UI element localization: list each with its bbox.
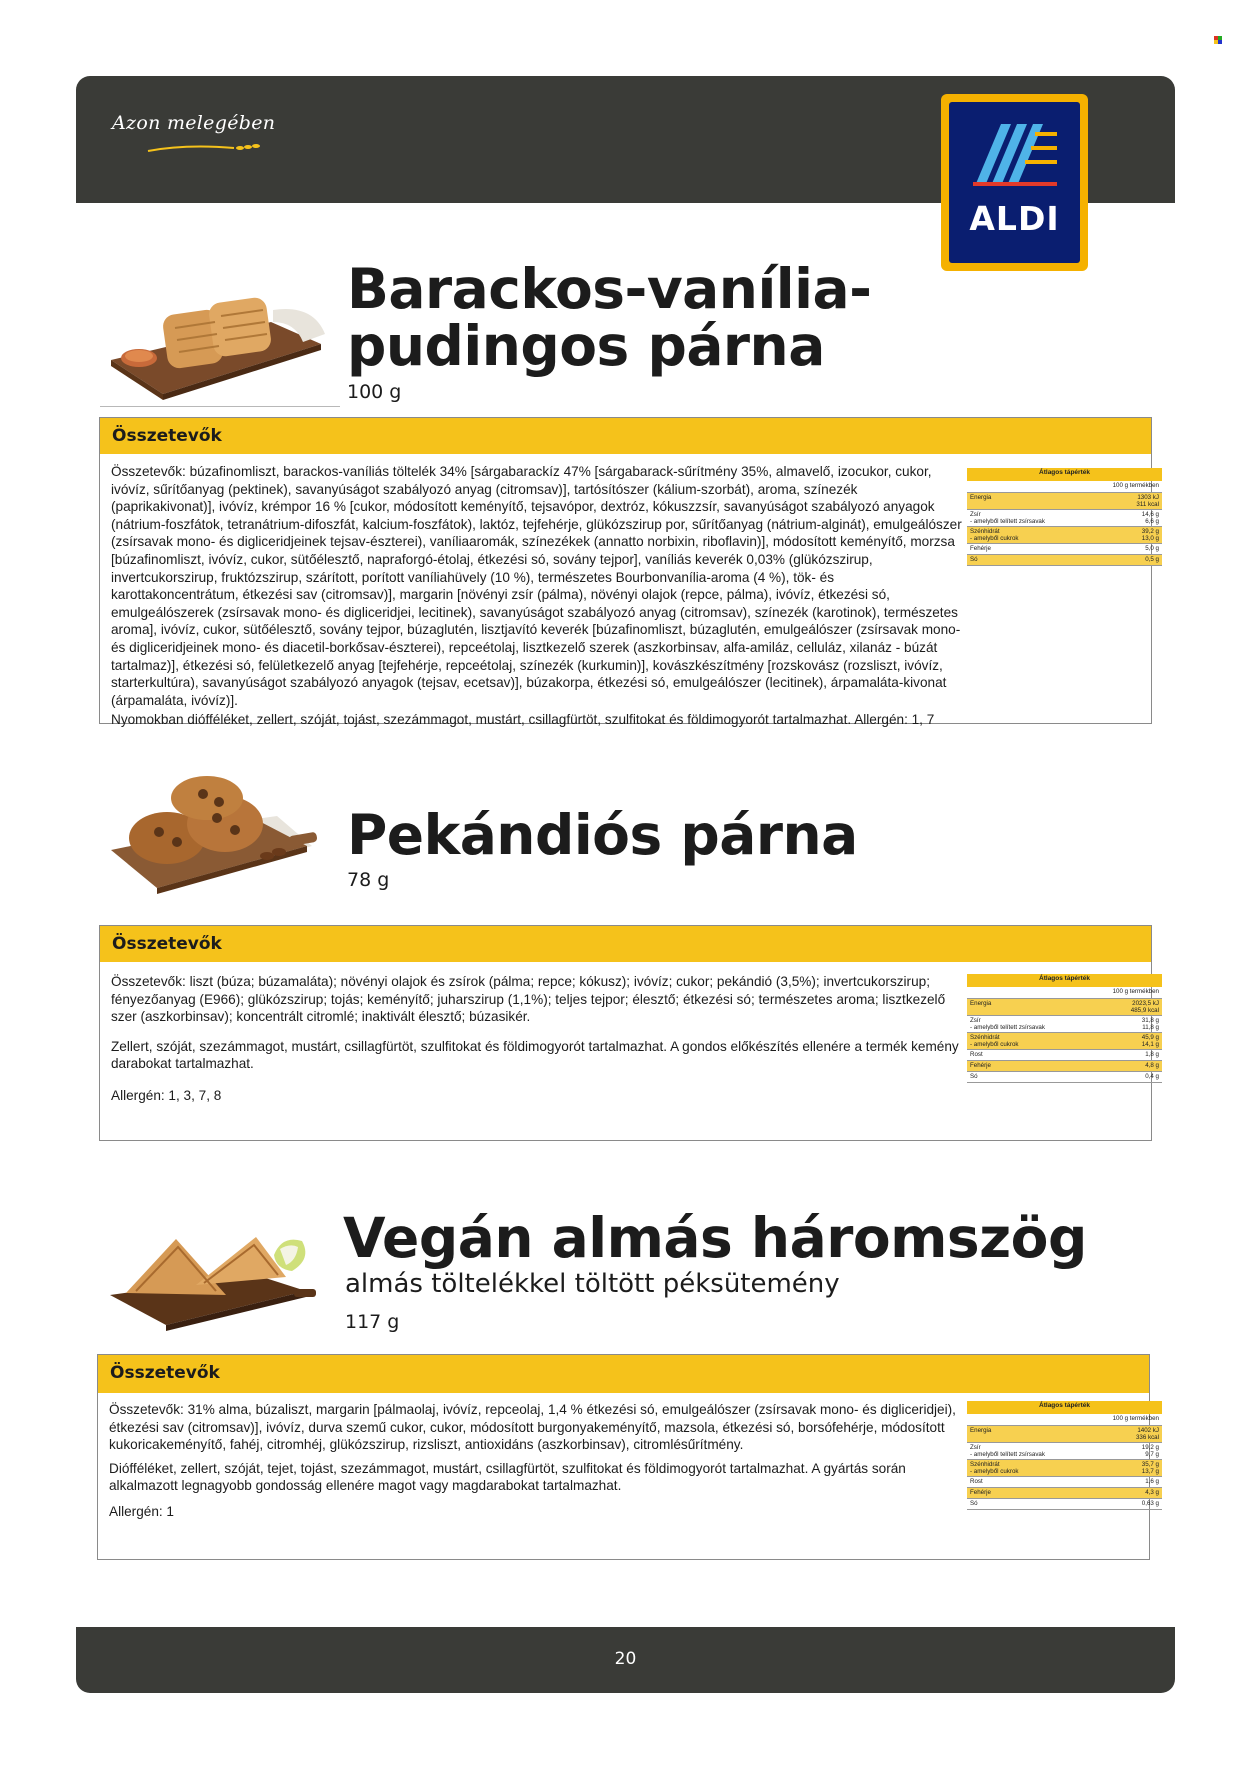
nutrition-value: 1,6 g xyxy=(1102,1476,1162,1487)
product-title-line2: pudingos párna xyxy=(347,314,825,378)
nutrition-header: Átlagos tápérték xyxy=(967,468,1162,481)
nutrition-label: Zsír - amelyből telített zsírsavak xyxy=(967,509,1102,526)
aldi-logo xyxy=(941,94,1088,271)
nutrition-label: Rost xyxy=(967,1476,1102,1487)
page-number: 20 xyxy=(614,1649,637,1669)
ingredients-text xyxy=(111,973,963,1105)
nutrition-label: Energia xyxy=(967,998,1102,1015)
ingredients-header xyxy=(98,1355,1149,1393)
apple-triangle-photo xyxy=(106,1225,316,1340)
product-title: Pekándiós párna xyxy=(347,803,858,867)
nutrition-value: 14,6 g 6,6 g xyxy=(1102,509,1162,526)
nutrition-value: 0,4 g xyxy=(1102,1071,1162,1082)
nutrition-label: Szénhidrát - amelyből cukrok xyxy=(967,1459,1102,1476)
pecan-pastry-photo xyxy=(107,776,322,906)
nutrition-value: 31,8 g 11,8 g xyxy=(1102,1015,1162,1032)
nutrition-label: Fehérje xyxy=(967,543,1102,554)
nutrition-header: Átlagos tápérték xyxy=(967,974,1162,987)
nutrition-value: 0,63 g xyxy=(1102,1498,1162,1509)
nutrition-value: 4,8 g xyxy=(1102,1060,1162,1071)
ingredients-text xyxy=(109,1401,961,1521)
peach-pastry-photo xyxy=(103,282,328,412)
nutrition-value: 0,5 g xyxy=(1102,554,1162,565)
nutrition-value: 2023,5 kJ 485,9 kcal xyxy=(1102,998,1162,1015)
ingredients-list: Összetevők: búzafinomliszt, barackos-vaníliás töltelék 34% [sárgabarackíz 47% [sárgabarack-sűrítmény 35%, almavelő, izocukor, cukor, ivóvíz, sűrítőanyag (pektinek), savanyúságot szabályozó anyag (citromsav)], tartósítószer (kálium-szorbát), aroma, színezék (paprikakivonat)], ivóvíz, krémpor 16 % [cukor, módosított keményítő, tejsavópor, dextróz, kókuszzsír, savanyúságot szabályozó anyagok (nátrium-foszfátok, tetranátrium-difoszfát, kalcium-foszfátok), laktóz, tejfehérje, glükózszirup por, sűrítőanyag (nátrium-alginát), emulgeálószer (zsírsavak mono- és digliceridjeinek tejsav-észterei), vaníliaaromák, színezékek (annatto norbixin, riboflavin)], módosított keményítő, morzsa [búzafinomliszt, ivóvíz, cukor, sütőélesztő, napraforgó-étolaj, étkezési só, sovány tejpor], vaníliás keverék 0,03% (glükózszirup, invertcukorszirup, fruktózszirup, szárított, porított vaníliahüvely (10 %), természetes Bourbonvanília-aroma (4 %), tök- és karottakoncentrátum, étkezési sav (citromsav)], margarin [növényi zsír (pálma), növényi olajok (repce, pálma), ivóvíz, étkezési só, emulgeálószerek (zsírsavak mono- és digliceridjei, lecitinek), savanyúságot szabályozó anyag (citromsav), színezék (karotinok), természetes aroma], ivóvíz, cukor, sütőélesztő, sovány tejpor, búzaglutén, lisztjavító keverék [búzafinomliszt, búzaglutén, emulgeálószer (zsírsavak mono- és digliceridjeinek mono- és diacetil-borkősav-észterei), repceétolaj, lisztkezelő szerek (aszkorbinsav, alfa-amiláz, celluláz, xilanáz - búzát tartalmaz)], étkezési só, felületkezelő anyag [tejfehérje, repceétolaj, színezék (kurkumin)], kovászkészítmény [rozskovász (rozsliszt, ivóvíz, starterkultúra), savanyúságot szabályozó anyagok (tejsav, ecetsav)], búzakorpa, étkezési só, emulgeálószer (lecitinek), árpamaláta-kivonat (árpamaláta, ivóvíz)]. xyxy=(111,464,962,708)
ingredients-label: Összetevők xyxy=(110,1363,220,1383)
product-subtitle: almás töltelékkel töltött péksütemény xyxy=(345,1269,840,1299)
allergen-note: Zellert, szóját, szezámmagot, mustárt, csillagfürtöt, szulfitokat és földimogyorót tartalmazhat. A gondos előkészítés ellenére a termék kemény darabokat tartalmazhat. xyxy=(111,1038,959,1072)
nutrition-value: 1402 kJ 336 kcal xyxy=(1102,1425,1162,1442)
nutrition-label: Rost xyxy=(967,1049,1102,1060)
aldi-stripes-icon xyxy=(965,120,1065,190)
nutrition-header: Átlagos tápérték xyxy=(967,1401,1162,1414)
ingredients-text xyxy=(111,463,963,729)
footer-bar xyxy=(76,1627,1175,1693)
ingredients-label: Összetevők xyxy=(112,934,222,954)
allergen-note: Nyomokban diófféléket, zellert, szóját, tojást, szezámmagot, mustárt, csillagfürtöt, szulfitokat és földimogyorót tartalmazhat. Allergén: 1, 7 xyxy=(111,712,935,728)
nutrition-label: Zsír - amelyből telített zsírsavak xyxy=(967,1442,1102,1459)
nutrition-table xyxy=(967,1401,1162,1510)
nutrition-value: 5,0 g xyxy=(1102,543,1162,554)
ingredients-header xyxy=(100,418,1151,454)
nutrition-label: Só xyxy=(967,1498,1102,1509)
nutrition-unit: 100 g termékben xyxy=(1102,987,1162,998)
nutrition-label: Só xyxy=(967,1071,1102,1082)
nutrition-table xyxy=(967,468,1162,566)
nutrition-value: 45,9 g 14,1 g xyxy=(1102,1032,1162,1049)
nutrition-label: Zsír - amelyből telített zsírsavak xyxy=(967,1015,1102,1032)
product-weight: 100 g xyxy=(347,381,402,403)
ingredients-box xyxy=(97,1354,1159,1560)
nutrition-label: Fehérje xyxy=(967,1487,1102,1498)
nutrition-value: 39,2 g 13,0 g xyxy=(1102,526,1162,543)
product-weight: 78 g xyxy=(347,869,390,891)
color-mark-icon xyxy=(1214,36,1224,46)
brand-tagline: Azon melegében xyxy=(112,112,276,134)
nutrition-value: 19,2 g 9,7 g xyxy=(1102,1442,1162,1459)
allergen-list: Allergén: 1, 3, 7, 8 xyxy=(111,1087,222,1103)
nutrition-unit: 100 g termékben xyxy=(1102,1414,1162,1425)
ingredients-box xyxy=(99,417,1159,728)
allergen-list: Allergén: 1 xyxy=(109,1503,174,1519)
divider xyxy=(100,406,340,407)
ingredients-list: Összetevők: 31% alma, búzaliszt, margarin [pálmaolaj, ivóvíz, repceolaj, 1,4 % étkezési só, emulgeálószer (zsírsavak mono- és digliceridjei), étkezési sav (citromsav)], ivóvíz, durva szemű cukor, cukor, módosított burgonyakeményítő, mazsola, étkezési só, borsófehérje, módosított kukoricakeményítő, fahéj, citromhéj, glükózszirup, rizsliszt, antioxidáns (aszkorbinsav), citromlésűrítmény. xyxy=(109,1402,956,1453)
nutrition-label: Só xyxy=(967,554,1102,565)
nutrition-value: 4,3 g xyxy=(1102,1487,1162,1498)
nutrition-value: 1,8 g xyxy=(1102,1049,1162,1060)
nutrition-value: 35,7 g 13,7 g xyxy=(1102,1459,1162,1476)
nutrition-value: 1303 kJ 311 kcal xyxy=(1102,492,1162,509)
allergen-note: Diófféléket, zellert, szóját, tejet, tojást, szezámmagot, mustárt, csillagfürtöt, szulfitokat és földimogyorót tartalmazhat. A gyártás során alkalmazott legnagyobb gondosság ellenére magot vagy magdarabokat tartalmazhat. xyxy=(109,1460,906,1494)
ingredients-header xyxy=(100,926,1151,962)
nutrition-label: Szénhidrát - amelyből cukrok xyxy=(967,1032,1102,1049)
nutrition-unit: 100 g termékben xyxy=(1102,481,1162,492)
ingredients-label: Összetevők xyxy=(112,426,222,446)
wheat-swoosh-icon xyxy=(146,142,266,154)
ingredients-list: Összetevők: liszt (búza; búzamaláta); növényi olajok és zsírok (pálma; repce; kókusz); ivóvíz; cukor; pekándió (3,5%); invertcukorszirup; fényezőanyag (E966); glükózszirup; tojás; keményítő; juharszirup (1,1%); teljes tejpor; élesztő; étkezési só; természetes aroma; lisztkezelő szer (aszkorbinsav); koncentrált citromlé; inaktivált élesztő; búzasikér. xyxy=(111,974,946,1025)
product-title: Barackos-vanília- xyxy=(347,257,872,321)
nutrition-label: Energia xyxy=(967,492,1102,509)
product-weight: 117 g xyxy=(345,1311,400,1333)
nutrition-table xyxy=(967,974,1162,1083)
aldi-wordmark: ALDI xyxy=(969,199,1060,238)
nutrition-label: Energia xyxy=(967,1425,1102,1442)
product-title: Vegán almás háromszög xyxy=(343,1206,1087,1270)
nutrition-label: Fehérje xyxy=(967,1060,1102,1071)
nutrition-label: Szénhidrát - amelyből cukrok xyxy=(967,526,1102,543)
ingredients-box xyxy=(99,925,1159,1141)
